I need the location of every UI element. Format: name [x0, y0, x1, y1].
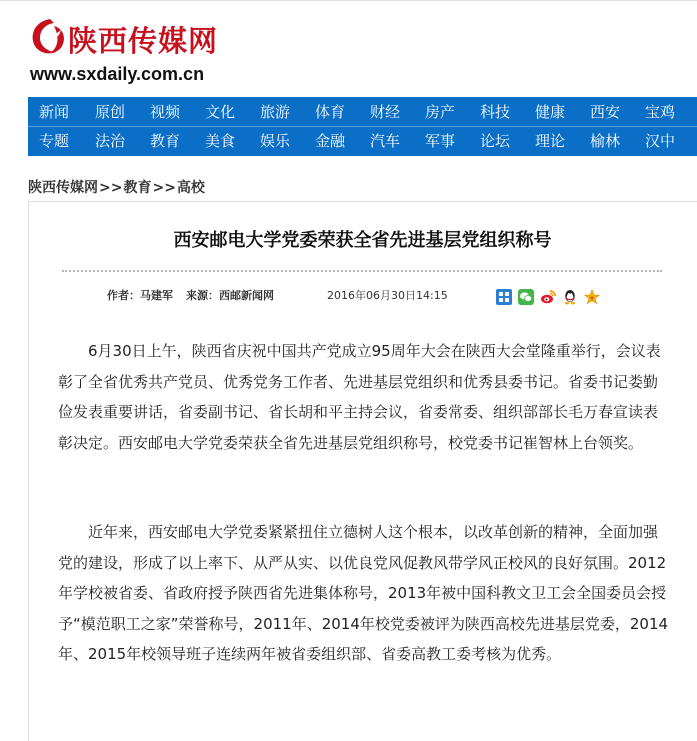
article-date: 2016年06月30日14:15	[327, 289, 448, 302]
nav-item-sports[interactable]: 体育	[315, 103, 346, 121]
nav-item-yulin[interactable]: 榆林	[590, 132, 621, 150]
article-paragraph: 6月30日上午，陕西省庆祝中国共产党成立95周年大会在陕西大会堂隆重举行，会议表彰了全省优秀共产党员、优秀党务工作者、先进基层党组织和优秀县委书记。省委书记娄勤俭发表重要讲话，省委副书记、省长胡和平主持会议，省委常委、组织部部长毛万春宣读表彰决定。西安邮电大学党委荣获全省先进基层党组织称号，校党委书记崔智林上台领奖。	[58, 342, 661, 452]
nav-item-travel[interactable]: 旅游	[260, 103, 291, 121]
nav-item-law[interactable]: 法治	[95, 132, 126, 150]
article-paragraph: 近年来，西安邮电大学党委紧紧扭住立德树人这个根本，以改革创新的精神，全面加强党的建设，形成了以上率下、从严从实、以优良党风促教风带学风正校风的良好氛围。2012年学校被省委、省政府授予陕西省先进集体称号，2013年被中国科教文卫工会全国委员会授予“模范职工之家”荣誉称号，2011年、2014年校党委被评为陕西高校先进基层党委，2014年、2015年校领导班子连续两年被省委组织部、省委高教工委考核为优秀。	[58, 523, 669, 663]
article-title: 西安邮电大学党委荣获全省先进基层党组织称号	[173, 230, 552, 251]
svg-text:+: +	[589, 295, 595, 302]
nav-row-2	[28, 127, 697, 156]
breadcrumb-separator: >>	[152, 180, 176, 196]
nav-item-video[interactable]: 视频	[150, 103, 181, 121]
nav-item-xian[interactable]: 西安	[590, 103, 621, 121]
article-source: 来源：西邮新闻网	[186, 289, 274, 302]
nav-item-theory[interactable]: 理论	[535, 132, 566, 150]
nav-item-finance[interactable]: 财经	[370, 103, 401, 121]
breadcrumb-home-link[interactable]: 陕西传媒网	[28, 180, 98, 196]
nav-item-food[interactable]: 美食	[205, 132, 236, 150]
nav-item-banking[interactable]: 金融	[315, 132, 346, 150]
qzone-share-icon[interactable]	[496, 289, 512, 305]
nav-item-education[interactable]: 教育	[150, 132, 181, 150]
site-logo[interactable]	[28, 10, 228, 90]
breadcrumb	[28, 177, 205, 197]
logo-mark-icon	[28, 16, 68, 58]
site-url: www.sxdaily.com.cn	[30, 64, 205, 84]
nav-row-1	[28, 98, 697, 127]
nav-item-culture[interactable]: 文化	[205, 103, 236, 121]
wechat-share-icon[interactable]	[518, 289, 534, 305]
nav-item-auto[interactable]: 汽车	[370, 132, 401, 150]
qq-share-icon[interactable]	[562, 289, 578, 305]
nav-item-health[interactable]: 健康	[535, 103, 566, 121]
nav-item-realestate[interactable]: 房产	[425, 103, 456, 121]
breadcrumb-section-link[interactable]: 教育	[123, 180, 152, 196]
nav-item-baoji[interactable]: 宝鸡	[645, 103, 676, 121]
article-author: 作者：马建军	[107, 289, 173, 302]
nav-item-news[interactable]: 新闻	[39, 103, 70, 121]
top-divider	[0, 0, 697, 1]
nav-item-forum[interactable]: 论坛	[480, 132, 511, 150]
nav-item-topics[interactable]: 专题	[39, 132, 70, 150]
breadcrumb-separator: >>	[99, 180, 123, 196]
nav-item-original[interactable]: 原创	[95, 103, 126, 121]
breadcrumb-subsection-link[interactable]: 高校	[176, 180, 205, 196]
weibo-share-icon[interactable]	[540, 289, 556, 305]
nav-item-hanzhong[interactable]: 汉中	[645, 132, 676, 150]
nav-item-entertainment[interactable]: 娱乐	[260, 132, 291, 150]
main-nav	[28, 97, 697, 156]
site-name: 陕西传媒网	[68, 24, 219, 58]
nav-item-tech[interactable]: 科技	[480, 103, 511, 121]
nav-item-military[interactable]: 军事	[425, 132, 456, 150]
title-divider	[62, 270, 662, 272]
favorite-star-icon[interactable]	[584, 289, 600, 305]
